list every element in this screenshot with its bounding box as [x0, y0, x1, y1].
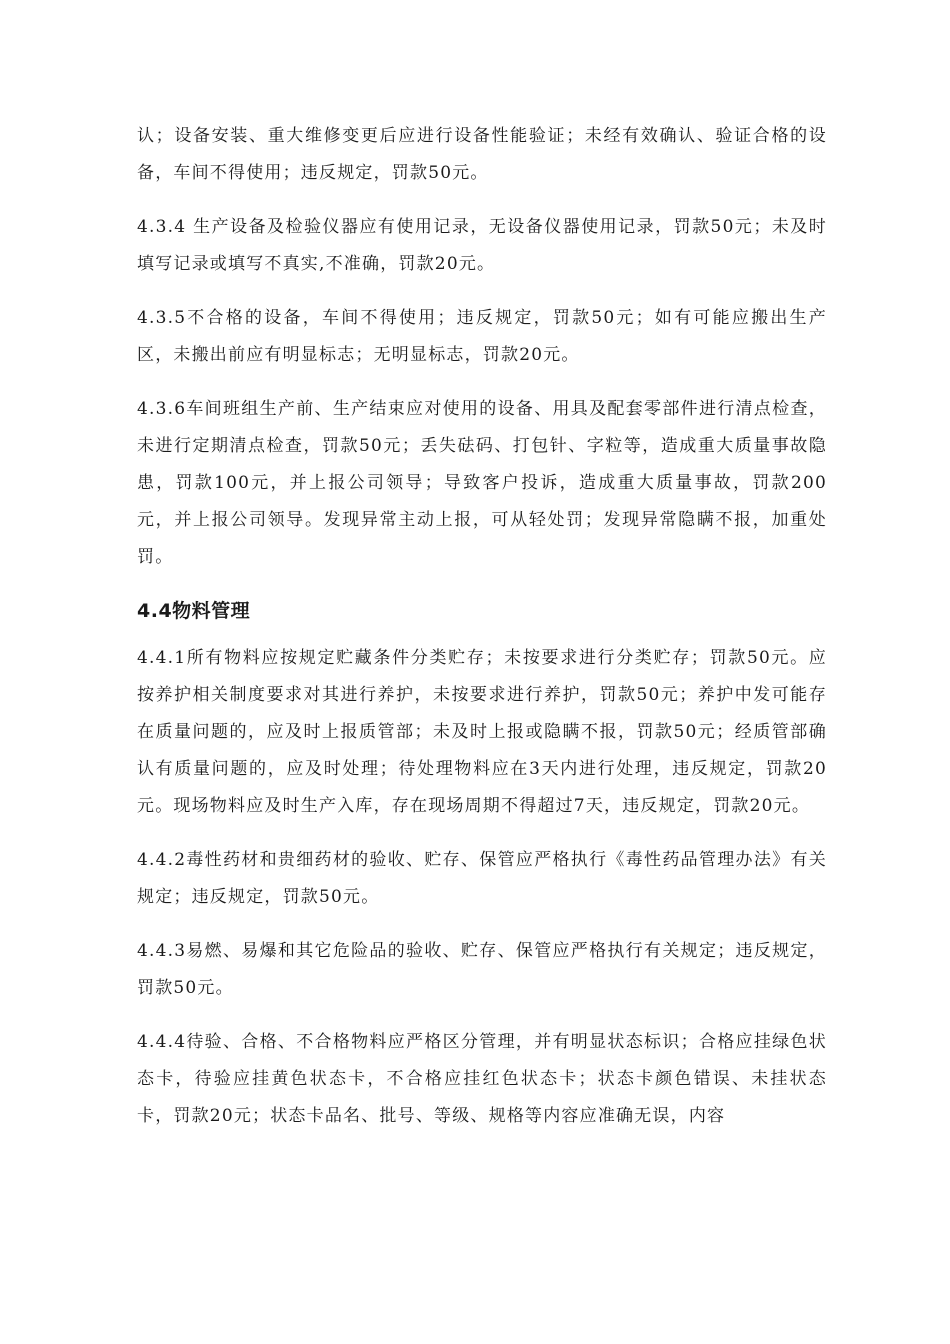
paragraph-equipment-validation: 认；设备安装、重大维修变更后应进行设备性能验证；未经有效确认、验证合格的设备，车间不得使用；违反规定，罚款50元。 [137, 126, 827, 183]
paragraph-4-4-4: 4.4.4待验、合格、不合格物料应严格区分管理，并有明显状态标识；合格应挂绿色状态卡，待验应挂黄色状态卡，不合格应挂红色状态卡；状态卡颜色错误、未挂状态卡，罚款20元；状态卡品名、批号、等级、规格等内容应准确无误，内容 [137, 1032, 827, 1126]
paragraph-4-3-6: 4.3.6车间班组生产前、生产结束应对使用的设备、用具及配套零部件进行清点检查，未进行定期清点检查，罚款50元；丢失砝码、打包针、字粒等，造成重大质量事故隐患，罚款100元，并上报公司领导；导致客户投诉，造成重大质量事故，罚款200元，并上报公司领导。发现异常主动上报，可从轻处罚；发现异常隐瞒不报，加重处罚。 [137, 399, 827, 567]
paragraph-4-3-5: 4.3.5不合格的设备，车间不得使用；违反规定，罚款50元；如有可能应搬出生产区，未搬出前应有明显标志；无明显标志，罚款20元。 [137, 308, 827, 365]
paragraph-4-4-1: 4.4.1所有物料应按规定贮藏条件分类贮存；未按要求进行分类贮存；罚款50元。应按养护相关制度要求对其进行养护，未按要求进行养护，罚款50元；养护中发可能存在质量问题的，应及时上报质管部；未及时上报或隐瞒不报，罚款50元；经质管部确认有质量问题的，应及时处理；待处理物料应在3天内进行处理，违反规定，罚款20元。现场物料应及时生产入库，存在现场周期不得超过7天，违反规定，罚款20元。 [137, 648, 827, 816]
paragraph-4-3-4: 4.3.4 生产设备及检验仪器应有使用记录，无设备仪器使用记录，罚款50元；未及时填写记录或填写不真实,不准确，罚款20元。 [137, 217, 827, 274]
paragraph-4-4-2: 4.4.2毒性药材和贵细药材的验收、贮存、保管应严格执行《毒性药品管理办法》有关规定；违反规定，罚款50元。 [137, 850, 827, 907]
section-heading-material-management: 4.4物料管理 [137, 600, 251, 622]
paragraph-4-4-3: 4.4.3易燃、易爆和其它危险品的验收、贮存、保管应严格执行有关规定；违反规定，罚款50元。 [137, 941, 827, 998]
document-page [137, 118, 827, 1152]
